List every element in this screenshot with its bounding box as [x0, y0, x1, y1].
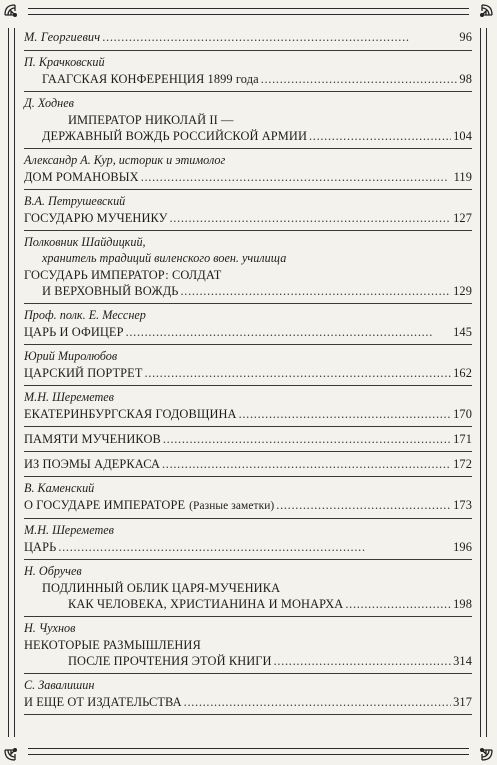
toc-entry-line: [24, 324, 472, 340]
toc-page-number: 198: [453, 597, 472, 611]
toc-title: О ГОСУДАРЕ ИМПЕРАТОРЕ: [24, 498, 186, 512]
toc-page-number: 119: [453, 170, 472, 184]
toc-page-number: 98: [459, 72, 472, 86]
toc-author: Юрий Миролюбов: [24, 349, 118, 363]
toc-title: ЦАРЬ: [24, 540, 57, 554]
toc-entry: [24, 386, 472, 427]
toc-author-note: хранитель традиций виленского воен. училища: [42, 251, 287, 265]
toc-title-suffix: (Разные заметки): [189, 500, 275, 512]
toc-page-number: 145: [453, 325, 472, 339]
toc-page-number: 170: [453, 407, 472, 421]
toc-author: Д. Ходнев: [24, 96, 74, 110]
toc-page-number: 96: [459, 30, 472, 44]
toc-entry-line: [24, 539, 472, 555]
toc-entry-line: [24, 637, 472, 653]
toc-page-number: 172: [453, 457, 472, 471]
table-of-contents: [24, 24, 472, 715]
toc-entry: [24, 617, 472, 674]
toc-author: М.Н. Шереметев: [24, 390, 114, 404]
toc-title: ИЗ ПОЭМЫ АДЕРКАСА: [24, 457, 160, 471]
corner-ornament-icon: [469, 2, 495, 28]
toc-entry: [24, 427, 472, 452]
toc-title: ПАМЯТИ МУЧЕНИКОВ: [24, 432, 161, 446]
toc-entry-line: [24, 497, 472, 514]
toc-entry: [24, 452, 472, 477]
toc-author: Проф. полк. Е. Месснер: [24, 308, 146, 322]
toc-title: ПОСЛЕ ПРОЧТЕНИЯ ЭТОЙ КНИГИ: [68, 654, 272, 668]
toc-entry: [24, 560, 472, 617]
toc-page-number: 196: [453, 540, 472, 554]
toc-title: ПОДЛИННЫЙ ОБЛИК ЦАРЯ-МУЧЕНИКА: [42, 581, 281, 595]
toc-entry: [24, 149, 472, 190]
toc-title: ДЕРЖАВНЫЙ ВОЖДЬ РОССИЙСКОЙ АРМИИ: [42, 129, 307, 143]
toc-title: ЦАРСКИЙ ПОРТРЕТ: [24, 366, 143, 380]
toc-entry-line: [24, 71, 472, 87]
toc-author: М. Георгиевич: [24, 30, 101, 44]
corner-ornament-icon: [2, 737, 28, 763]
toc-title: ГОСУДАРЬ ИМПЕРАТОР: СОЛДАТ: [24, 268, 222, 282]
toc-author: П. Крачковский: [24, 55, 105, 69]
toc-author: Н. Чухнов: [24, 621, 76, 635]
toc-author: С. Завалишин: [24, 678, 95, 692]
toc-entry-line: [24, 283, 472, 299]
toc-entry: [24, 231, 472, 304]
toc-page-number: 104: [453, 129, 472, 143]
toc-title: НЕКОТОРЫЕ РАЗМЫШЛЕНИЯ: [24, 638, 201, 652]
toc-author: В. Каменский: [24, 481, 95, 495]
corner-ornament-icon: [469, 737, 495, 763]
toc-entry-line: [24, 29, 472, 45]
toc-entry-line: [24, 580, 472, 596]
toc-entry: [24, 674, 472, 715]
toc-entry-line: [24, 210, 472, 226]
toc-title: ИМПЕРАТОР НИКОЛАЙ II —: [68, 113, 234, 127]
toc-author: Полковник Шайдицкий,: [24, 235, 146, 249]
toc-entry-line: [24, 267, 472, 283]
toc-page-number: 314: [453, 654, 472, 668]
toc-entry-line: [24, 431, 472, 447]
toc-entry: [24, 24, 472, 51]
toc-entry-line: [24, 406, 472, 422]
toc-author: М.Н. Шереметев: [24, 523, 114, 537]
toc-entry-line: [24, 365, 472, 381]
toc-title: ЕКАТЕРИНБУРГСКАЯ ГОДОВЩИНА: [24, 407, 237, 421]
toc-entry: [24, 92, 472, 149]
toc-title: ДОМ РОМАНОВЫХ: [24, 170, 139, 184]
toc-author: Н. Обручев: [24, 564, 82, 578]
toc-entry: [24, 477, 472, 519]
toc-page-number: 173: [453, 498, 472, 512]
toc-entry-line: [24, 169, 472, 185]
toc-entry-line: [24, 456, 472, 472]
toc-title: И ВЕРХОВНЫЙ ВОЖДЬ: [42, 284, 179, 298]
toc-page-number: 162: [453, 366, 472, 380]
toc-title: ГААГСКАЯ КОНФЕРЕНЦИЯ 1899 года: [42, 72, 259, 86]
toc-author: Александр А. Кур, историк и этимолог: [24, 153, 226, 167]
toc-entry: [24, 51, 472, 92]
toc-entry: [24, 190, 472, 231]
toc-entry-line: [24, 112, 472, 128]
toc-entry-line: [24, 653, 472, 669]
toc-title: КАК ЧЕЛОВЕКА, ХРИСТИАНИНА И МОНАРХА: [68, 597, 344, 611]
toc-title: И ЕЩЕ ОТ ИЗДАТЕЛЬСТВА: [24, 695, 182, 709]
toc-entry: [24, 519, 472, 560]
toc-page-number: 317: [453, 695, 472, 709]
toc-entry-line: [24, 694, 472, 710]
toc-title: ЦАРЬ И ОФИЦЕР: [24, 325, 124, 339]
toc-page-number: 127: [453, 211, 472, 225]
toc-entry: [24, 304, 472, 345]
toc-title: ГОСУДАРЮ МУЧЕНИКУ: [24, 211, 168, 225]
toc-entry: [24, 345, 472, 386]
toc-author: В.А. Петрушевский: [24, 194, 126, 208]
toc-page-number: 171: [453, 432, 472, 446]
toc-page-number: 129: [453, 284, 472, 298]
toc-entry-line: [24, 128, 472, 144]
toc-entry-line: [24, 596, 472, 612]
